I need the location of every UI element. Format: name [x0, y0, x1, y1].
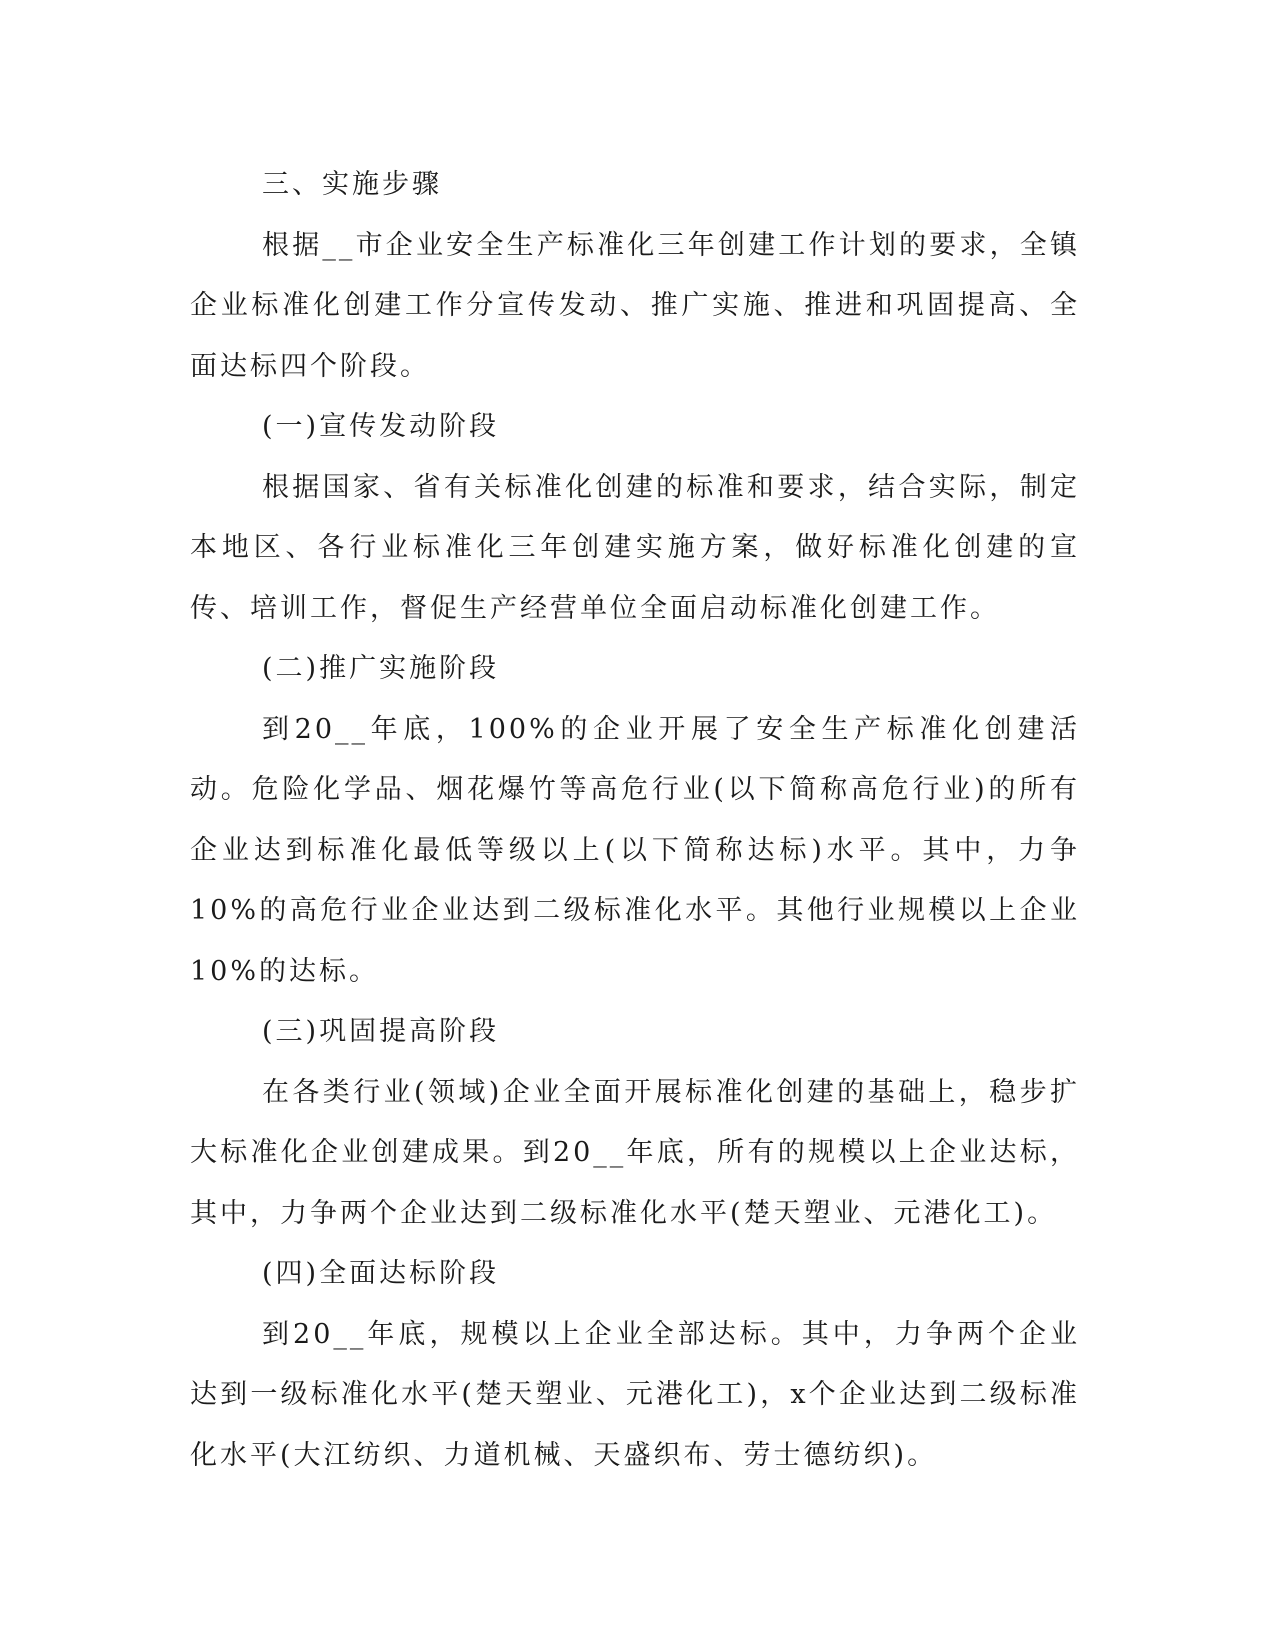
section-heading: 三、实施步骤: [262, 169, 442, 200]
body-paragraph: 根据国家、省有关标准化创建的标准和要求，结合实际，制定本地区、各行业标准化三年创建实施方案，做好标准化创建的宣传、培训工作，督促生产经营单位全面启动标准化创建工作。: [190, 471, 1080, 624]
stage-heading-full-compliance: (四)全面达标阶段: [262, 1258, 500, 1289]
stage-heading-publicity: (一)宣传发动阶段: [262, 411, 500, 442]
stage-heading-consolidation: (三)巩固提高阶段: [262, 1016, 500, 1047]
body-paragraph: 在各类行业(领域)企业全面开展标准化创建的基础上，稳步扩大标准化企业创建成果。到20__年底，所有的规模以上企业达标，其中，力争两个企业达到二级标准化水平(楚天塑业、元港化工)。: [190, 1076, 1080, 1229]
body-paragraph: 根据__市企业安全生产标准化三年创建工作计划的要求，全镇企业标准化创建工作分宣传发动、推广实施、推进和巩固提高、全面达标四个阶段。: [190, 229, 1080, 382]
body-paragraph: 到20__年底，100%的企业开展了安全生产标准化创建活动。危险化学品、烟花爆竹等高危行业(以下简称高危行业)的所有企业达到标准化最低等级以上(以下简称达标)水平。其中，力争10%的高危行业企业达到二级标准化水平。其他行业规模以上企业10%的达标。: [190, 713, 1080, 987]
stage-heading-implementation: (二)推广实施阶段: [262, 653, 500, 684]
body-paragraph: 到20__年底，规模以上企业全部达标。其中，力争两个企业达到一级标准化水平(楚天塑业、元港化工)，x个企业达到二级标准化水平(大江纺织、力道机械、天盛织布、劳士德纺织)。: [190, 1318, 1080, 1471]
document-body: [190, 155, 1080, 1486]
